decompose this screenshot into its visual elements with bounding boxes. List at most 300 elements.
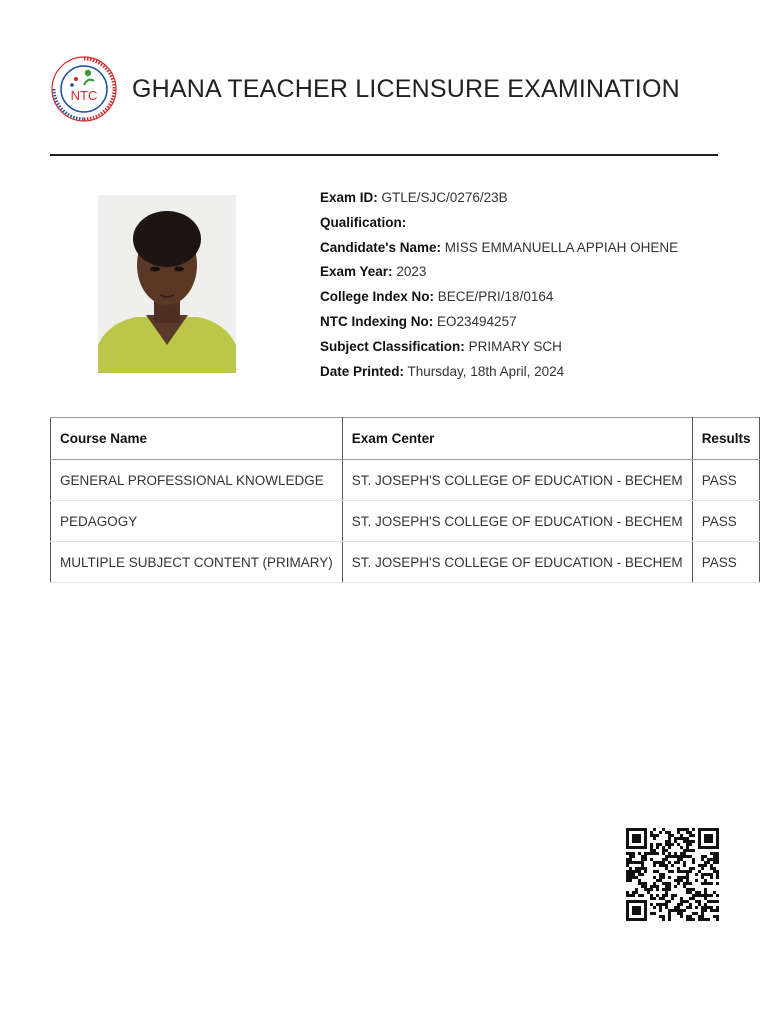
qr-module: [686, 879, 689, 882]
qr-module: [695, 894, 698, 897]
qr-module: [644, 909, 647, 912]
qr-module: [635, 840, 638, 843]
qr-module: [626, 900, 629, 903]
qr-module: [704, 903, 707, 906]
qr-module: [635, 828, 638, 831]
qr-module: [698, 900, 701, 903]
qr-module: [686, 873, 689, 876]
qr-module: [677, 906, 680, 909]
qr-module: [644, 882, 647, 885]
qr-module: [683, 828, 686, 831]
qr-module: [683, 900, 686, 903]
qr-module: [644, 855, 647, 858]
course-name-cell: GENERAL PROFESSIONAL KNOWLEDGE: [51, 460, 343, 501]
result-cell: PASS: [692, 460, 760, 501]
qr-module: [674, 861, 677, 864]
qr-module: [629, 873, 632, 876]
qr-module: [644, 912, 647, 915]
qr-module: [713, 870, 716, 873]
qr-module: [662, 903, 665, 906]
qr-module: [632, 846, 635, 849]
qr-module: [680, 876, 683, 879]
table-row: [51, 501, 760, 542]
qr-module: [692, 912, 695, 915]
qr-module: [635, 909, 638, 912]
qr-module: [641, 867, 644, 870]
qr-module: [644, 888, 647, 891]
qr-module: [626, 918, 629, 921]
qr-module: [671, 864, 674, 867]
qr-module: [704, 855, 707, 858]
qr-module: [665, 900, 668, 903]
qr-module: [686, 900, 689, 903]
qr-module: [635, 888, 638, 891]
qr-module: [716, 837, 719, 840]
qr-module: [644, 903, 647, 906]
qr-module: [626, 873, 629, 876]
qr-module: [638, 873, 641, 876]
qr-module: [665, 891, 668, 894]
course-name-cell: PEDAGOGY: [51, 501, 343, 542]
qr-module: [659, 861, 662, 864]
qr-module: [644, 906, 647, 909]
qr-module: [626, 876, 629, 879]
qr-module: [677, 858, 680, 861]
qr-module: [626, 870, 629, 873]
qr-module: [632, 840, 635, 843]
qr-module: [683, 864, 686, 867]
qr-module: [632, 837, 635, 840]
qr-module: [704, 906, 707, 909]
qr-module: [668, 912, 671, 915]
qr-module: [683, 876, 686, 879]
qr-module: [689, 882, 692, 885]
qr-module: [683, 882, 686, 885]
qr-module: [662, 852, 665, 855]
qr-module: [626, 891, 629, 894]
qr-module: [641, 882, 644, 885]
qr-module: [629, 828, 632, 831]
qr-module: [686, 891, 689, 894]
qr-module: [713, 855, 716, 858]
qr-module: [695, 879, 698, 882]
results-table: [50, 417, 760, 583]
qr-module: [665, 882, 668, 885]
qr-module: [668, 876, 671, 879]
qr-module: [677, 867, 680, 870]
qr-module: [698, 843, 701, 846]
qr-module: [704, 879, 707, 882]
qr-module: [704, 873, 707, 876]
qr-module: [689, 831, 692, 834]
qr-module: [674, 885, 677, 888]
qr-module: [698, 834, 701, 837]
qr-module: [653, 849, 656, 852]
qr-module: [629, 870, 632, 873]
qr-module: [629, 846, 632, 849]
qr-module: [689, 903, 692, 906]
qr-module: [656, 861, 659, 864]
qr-module: [668, 846, 671, 849]
qr-module: [644, 870, 647, 873]
qr-module: [626, 858, 629, 861]
qr-module: [677, 855, 680, 858]
qr-module: [644, 831, 647, 834]
qr-code-icon: [626, 827, 719, 922]
qr-module: [686, 846, 689, 849]
qr-module: [629, 918, 632, 921]
qr-module: [629, 855, 632, 858]
qr-module: [680, 846, 683, 849]
document-header: [50, 54, 718, 124]
page-title: GHANA TEACHER LICENSURE EXAMINATION: [132, 74, 680, 103]
qr-module: [632, 894, 635, 897]
qr-module: [629, 858, 632, 861]
logo-text: NTC: [70, 88, 98, 103]
qr-module: [653, 834, 656, 837]
qr-module: [692, 894, 695, 897]
qr-module: [665, 858, 668, 861]
qr-module: [686, 828, 689, 831]
qr-module: [665, 855, 668, 858]
exam-center-cell: ST. JOSEPH'S COLLEGE OF EDUCATION - BECHEM: [342, 501, 692, 542]
qr-module: [680, 855, 683, 858]
qr-module: [710, 909, 713, 912]
qr-module: [692, 849, 695, 852]
qr-module: [659, 831, 662, 834]
qr-module: [680, 879, 683, 882]
qr-module: [695, 891, 698, 894]
qr-module: [671, 855, 674, 858]
qr-module: [629, 894, 632, 897]
qr-module: [662, 918, 665, 921]
qr-module: [716, 828, 719, 831]
qr-module: [626, 834, 629, 837]
qr-module: [635, 837, 638, 840]
table-header-row: [51, 418, 760, 460]
qr-module: [677, 861, 680, 864]
qr-module: [716, 909, 719, 912]
qr-module: [710, 894, 713, 897]
qr-module: [701, 909, 704, 912]
qr-module: [638, 837, 641, 840]
ntc-logo-icon: [50, 55, 118, 123]
qr-module: [689, 840, 692, 843]
qr-module: [656, 903, 659, 906]
qr-module: [698, 828, 701, 831]
qr-module: [662, 894, 665, 897]
qr-module: [686, 876, 689, 879]
qr-module: [686, 888, 689, 891]
qr-module: [704, 828, 707, 831]
qr-module: [701, 876, 704, 879]
qr-module: [650, 843, 653, 846]
header-divider: [50, 154, 718, 156]
qr-module: [677, 831, 680, 834]
qr-module: [665, 867, 668, 870]
table-row: [51, 460, 760, 501]
qr-module: [704, 837, 707, 840]
qr-module: [656, 885, 659, 888]
qr-module: [650, 894, 653, 897]
qr-module: [704, 888, 707, 891]
qr-module: [683, 852, 686, 855]
qr-module: [713, 891, 716, 894]
qr-module: [635, 891, 638, 894]
qr-module: [674, 879, 677, 882]
qr-module: [686, 870, 689, 873]
qr-module: [635, 834, 638, 837]
qr-module: [674, 840, 677, 843]
qr-module: [659, 876, 662, 879]
qr-module: [656, 834, 659, 837]
qr-module: [641, 855, 644, 858]
qr-module: [716, 870, 719, 873]
qr-module: [710, 834, 713, 837]
qr-module: [629, 900, 632, 903]
qr-module: [683, 885, 686, 888]
qr-module: [710, 873, 713, 876]
qr-module: [641, 828, 644, 831]
qr-module: [707, 861, 710, 864]
qr-module: [668, 834, 671, 837]
qr-module: [665, 903, 668, 906]
qr-module: [638, 918, 641, 921]
qr-module: [632, 900, 635, 903]
table-row: [51, 542, 760, 583]
qr-module: [662, 888, 665, 891]
qr-module: [659, 864, 662, 867]
qr-module: [662, 858, 665, 861]
qr-module: [653, 852, 656, 855]
qr-module: [635, 876, 638, 879]
qr-module: [632, 918, 635, 921]
qr-module: [704, 909, 707, 912]
qr-module: [632, 873, 635, 876]
qr-module: [683, 861, 686, 864]
qr-module: [689, 849, 692, 852]
qr-module: [638, 882, 641, 885]
qr-module: [713, 867, 716, 870]
qr-module: [653, 885, 656, 888]
detail-exam-year: Exam Year: 2023: [320, 264, 427, 280]
qr-module: [647, 852, 650, 855]
qr-module: [662, 828, 665, 831]
qr-module: [632, 909, 635, 912]
qr-module: [689, 915, 692, 918]
qr-module: [716, 840, 719, 843]
qr-module: [650, 885, 653, 888]
qr-module: [716, 918, 719, 921]
qr-module: [677, 882, 680, 885]
qr-module: [713, 861, 716, 864]
qr-module: [677, 909, 680, 912]
qr-module: [674, 837, 677, 840]
qr-module: [701, 918, 704, 921]
qr-module: [644, 843, 647, 846]
result-cell: PASS: [692, 501, 760, 542]
qr-module: [704, 834, 707, 837]
qr-module: [701, 915, 704, 918]
qr-module: [656, 852, 659, 855]
qr-module: [632, 870, 635, 873]
qr-module: [716, 834, 719, 837]
result-cell: PASS: [692, 542, 760, 583]
qr-module: [629, 879, 632, 882]
qr-module: [686, 855, 689, 858]
qr-module: [659, 873, 662, 876]
qr-module: [638, 909, 641, 912]
qr-module: [644, 846, 647, 849]
qr-module: [626, 837, 629, 840]
detail-candidate-name: Candidate's Name: MISS EMMANUELLA APPIAH OHENE: [320, 239, 679, 255]
qr-module: [692, 828, 695, 831]
qr-module: [662, 864, 665, 867]
qr-module: [668, 900, 671, 903]
qr-module: [680, 828, 683, 831]
qr-module: [638, 834, 641, 837]
qr-module: [701, 828, 704, 831]
qr-module: [656, 879, 659, 882]
qr-module: [677, 837, 680, 840]
qr-module: [704, 918, 707, 921]
qr-module: [704, 846, 707, 849]
qr-module: [692, 840, 695, 843]
qr-module: [689, 891, 692, 894]
qr-module: [671, 834, 674, 837]
qr-module: [698, 846, 701, 849]
qr-module: [668, 915, 671, 918]
qr-module: [680, 915, 683, 918]
qr-module: [635, 912, 638, 915]
qr-module: [668, 852, 671, 855]
qr-module: [626, 828, 629, 831]
qr-module: [698, 903, 701, 906]
qr-module: [677, 870, 680, 873]
qr-module: [668, 843, 671, 846]
qr-module: [650, 849, 653, 852]
qr-module: [671, 870, 674, 873]
qr-module: [677, 903, 680, 906]
qr-module: [698, 831, 701, 834]
qr-module: [668, 855, 671, 858]
qr-module: [668, 870, 671, 873]
qr-module: [689, 867, 692, 870]
qr-module: [704, 894, 707, 897]
qr-module: [686, 840, 689, 843]
qr-module: [689, 897, 692, 900]
qr-module: [665, 849, 668, 852]
qr-module: [647, 891, 650, 894]
qr-module: [698, 894, 701, 897]
qr-module: [707, 858, 710, 861]
qr-module: [647, 888, 650, 891]
qr-module: [656, 846, 659, 849]
qr-module: [692, 897, 695, 900]
qr-module: [641, 861, 644, 864]
qr-module: [680, 897, 683, 900]
qr-module: [629, 852, 632, 855]
qr-module: [689, 918, 692, 921]
qr-module: [626, 843, 629, 846]
qr-module: [704, 840, 707, 843]
qr-module: [653, 912, 656, 915]
qr-module: [698, 840, 701, 843]
qr-module: [644, 867, 647, 870]
qr-module: [632, 876, 635, 879]
qr-module: [680, 858, 683, 861]
qr-module: [683, 849, 686, 852]
qr-module: [665, 906, 668, 909]
qr-module: [680, 909, 683, 912]
qr-module: [683, 909, 686, 912]
qr-module: [638, 846, 641, 849]
qr-module: [632, 906, 635, 909]
qr-module: [680, 870, 683, 873]
qr-module: [689, 834, 692, 837]
qr-module: [632, 912, 635, 915]
qr-module: [695, 906, 698, 909]
qr-module: [653, 864, 656, 867]
qr-module: [650, 831, 653, 834]
qr-module: [701, 855, 704, 858]
qr-module: [713, 828, 716, 831]
qr-module: [650, 858, 653, 861]
qr-module: [683, 840, 686, 843]
qr-module: [716, 900, 719, 903]
qr-module: [641, 894, 644, 897]
qr-module: [707, 900, 710, 903]
qr-module: [632, 861, 635, 864]
qr-module: [653, 861, 656, 864]
qr-module: [635, 900, 638, 903]
qr-module: [626, 852, 629, 855]
qr-module: [713, 900, 716, 903]
qr-module: [710, 882, 713, 885]
qr-module: [644, 852, 647, 855]
qr-module: [689, 906, 692, 909]
qr-module: [710, 840, 713, 843]
qr-module: [710, 906, 713, 909]
qr-module: [686, 915, 689, 918]
qr-module: [716, 861, 719, 864]
qr-module: [626, 861, 629, 864]
qr-module: [674, 906, 677, 909]
qr-module: [686, 837, 689, 840]
exam-center-cell: ST. JOSEPH'S COLLEGE OF EDUCATION - BECHEM: [342, 542, 692, 583]
qr-module: [626, 906, 629, 909]
qr-module: [680, 852, 683, 855]
qr-module: [668, 885, 671, 888]
qr-module: [626, 840, 629, 843]
qr-module: [713, 846, 716, 849]
qr-module: [668, 888, 671, 891]
qr-module: [716, 846, 719, 849]
qr-module: [629, 861, 632, 864]
qr-module: [707, 906, 710, 909]
qr-module: [662, 876, 665, 879]
qr-module: [710, 846, 713, 849]
qr-module: [653, 882, 656, 885]
qr-module: [686, 882, 689, 885]
qr-module: [662, 849, 665, 852]
qr-module: [641, 873, 644, 876]
qr-module: [716, 873, 719, 876]
qr-module: [689, 870, 692, 873]
qr-module: [680, 837, 683, 840]
qr-module: [716, 882, 719, 885]
qr-module: [677, 843, 680, 846]
